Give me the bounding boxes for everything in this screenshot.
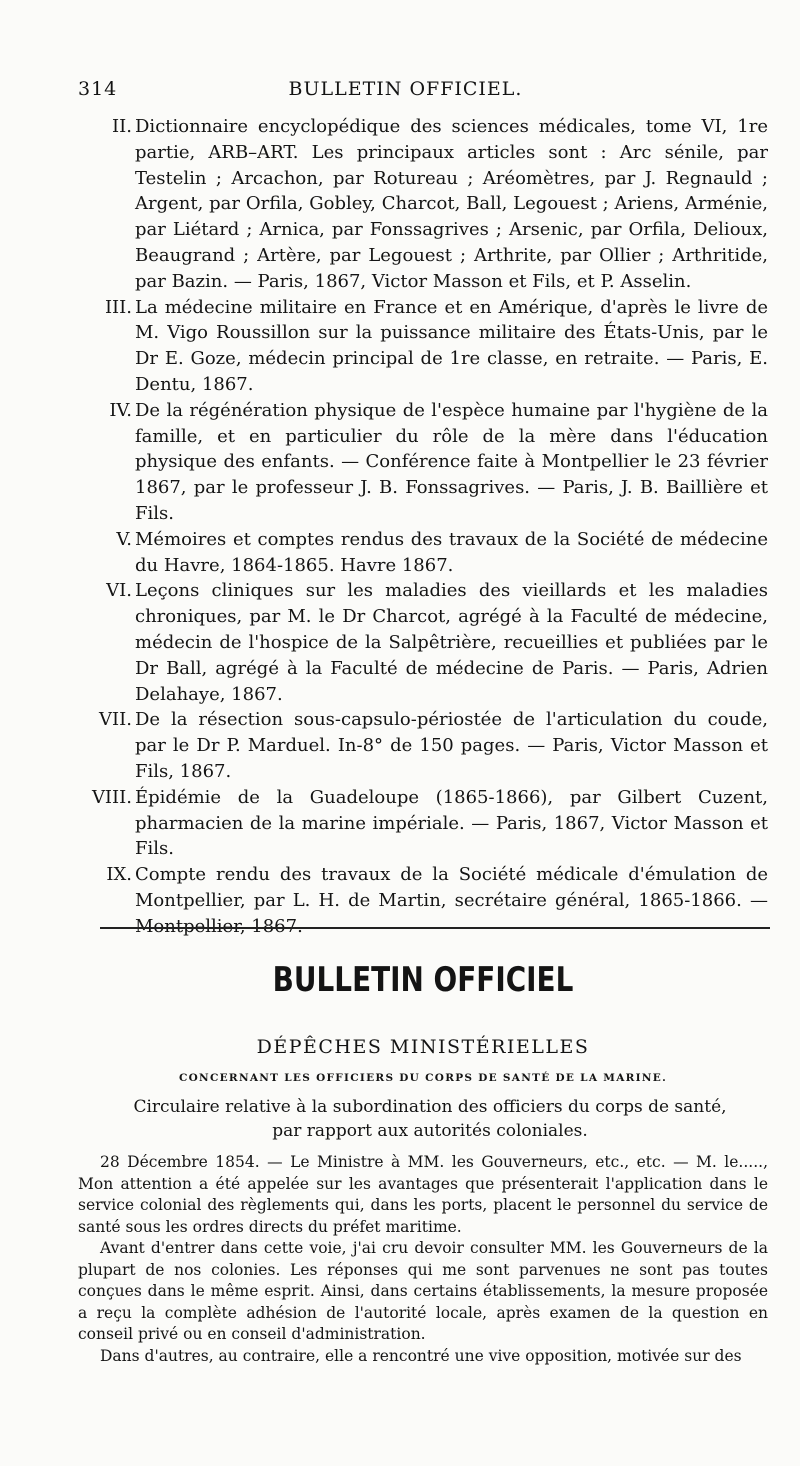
entry-text: Leçons cliniques sur les maladies des vieillards et les maladies chroniques, par M. le Dr Charcot, agrégé à la Faculté de médecine, médecin de l'hospice de la Salpêtrière, recueillies et publiées par le Dr Ball, agrégé à la Faculté de médecine de Paris. — Paris, Adrien Delahaye, 1867. <box>135 580 768 705</box>
entry-number: III. <box>104 296 132 318</box>
paragraph: 28 Décembre 1854. — Le Ministre à MM. les Gouverneurs, etc., etc. — M. le....., Mon attention a été appelée sur les avantages que présenterait l'application dans le service colonial des règlements qui, dans les ports, placent le personnel du service de santé sous les ordres directs du préfet maritime. <box>78 1153 768 1236</box>
entry-text: De la régénération physique de l'espèce humaine par l'hygiène de la famille, et en particulier du rôle de la mère dans l'éducation physique des enfants. — Conférence faite à Montpellier le 23 février 1867, par le professeur J. B. Fonssagrives. — Paris, J. B. Baillière et Fils. <box>135 399 768 524</box>
entry-number: IX. <box>106 864 132 886</box>
bibliography-entry <box>78 295 768 398</box>
entry-number: VI. <box>106 580 132 602</box>
entry-number: VIII. <box>91 786 132 808</box>
bibliography-entry <box>78 785 768 862</box>
entry-text: Compte rendu des travaux de la Société médicale d'émulation de Montpellier, par L. H. de Martin, secrétaire général, 1865-1866. — <box>135 864 768 911</box>
entry-number: VII. <box>99 709 132 731</box>
concerning-line: CONCERNANT LES OFFICIERS DU CORPS DE SANTÉ DE LA MARINE. <box>178 1072 668 1084</box>
bibliography-entry <box>78 578 768 707</box>
entry-text: Mémoires et comptes rendus des travaux de la Société de médecine du Havre, 1864-1865. Havre 1867. <box>135 528 768 576</box>
entry-text: Dictionnaire encyclopédique des sciences médicales, tome VI, 1re partie, ARB–ART. Les principaux articles sont : Arc sénile, par Testelin ; Arcachon, par Rotureau ; Aréomètres, par J. Regnauld ; Argent, par Orfila, Gobley, Charcot, Ball, Legouest ; Ariens, Arménie, par Liétard ; Arnica, par Fonssagrives ; Arsenic, par Orfila, Delioux, Beaugrand ; Artère, par Legouest ; Arthrite, par Ollier ; Arthritide, par Bazin. — Paris, 1867, Victor Masson et Fils, et P. Asselin. <box>135 116 768 292</box>
entry-text: Épidémie de la Guadeloupe (1865-1866), par Gilbert Cuzent, pharmacien de la marine impériale. — Paris, 1867, Victor Masson et Fils. <box>135 786 768 860</box>
bibliography-entry <box>78 114 768 295</box>
section-divider <box>100 927 770 929</box>
bibliography-list <box>78 114 768 940</box>
circular-line: Circulaire relative à la subordination des officiers du corps de santé, <box>133 1097 727 1117</box>
circular-line: par rapport aux autorités coloniales. <box>272 1121 588 1141</box>
section-subtitle: DÉPÊCHES MINISTÉRIELLES <box>256 1036 590 1058</box>
paragraph: Dans d'autres, au contraire, elle a rencontré une vive opposition, motivée sur des <box>100 1346 742 1365</box>
paragraph: Avant d'entrer dans cette voie, j'ai cru devoir consulter MM. les Gouverneurs de la plupart de nos colonies. Les réponses qui me sont parvenues ne sont pas toutes conçues dans le même esprit. Ainsi, dans certains établissements, la mesure proposée a reçu la complète adhésion de l'autorité locale, après examen de la question en conseil privé ou en conseil d'administration. <box>78 1239 768 1343</box>
bibliography-entry <box>78 527 768 579</box>
entry-number: II. <box>112 116 132 137</box>
circular-heading <box>100 1095 760 1143</box>
page-number: 314 <box>78 78 118 100</box>
section-title: BULLETIN OFFICIEL <box>272 960 574 1000</box>
entry-number: IV. <box>109 399 132 421</box>
bibliography-entry <box>78 707 768 784</box>
entry-text: De la résection sous-capsulo-périostée de l'articulation du coude, par le Dr P. Marduel. In-8° de 150 pages. — Paris, Victor Masson et Fils, 1867. <box>135 709 768 782</box>
entry-number: V. <box>116 528 132 550</box>
entry-text: La médecine militaire en France et en Amérique, d'après le livre de M. Vigo Roussillon sur la puissance militaire des États-Unis, par le Dr E. Goze, médecin principal de 1re classe, en retraite. — Paris, E. Dentu, 1867. <box>135 296 768 395</box>
bibliography-entry <box>78 398 768 527</box>
running-title: BULLETIN OFFICIEL. <box>288 78 523 100</box>
dispatch-body <box>78 1152 768 1367</box>
